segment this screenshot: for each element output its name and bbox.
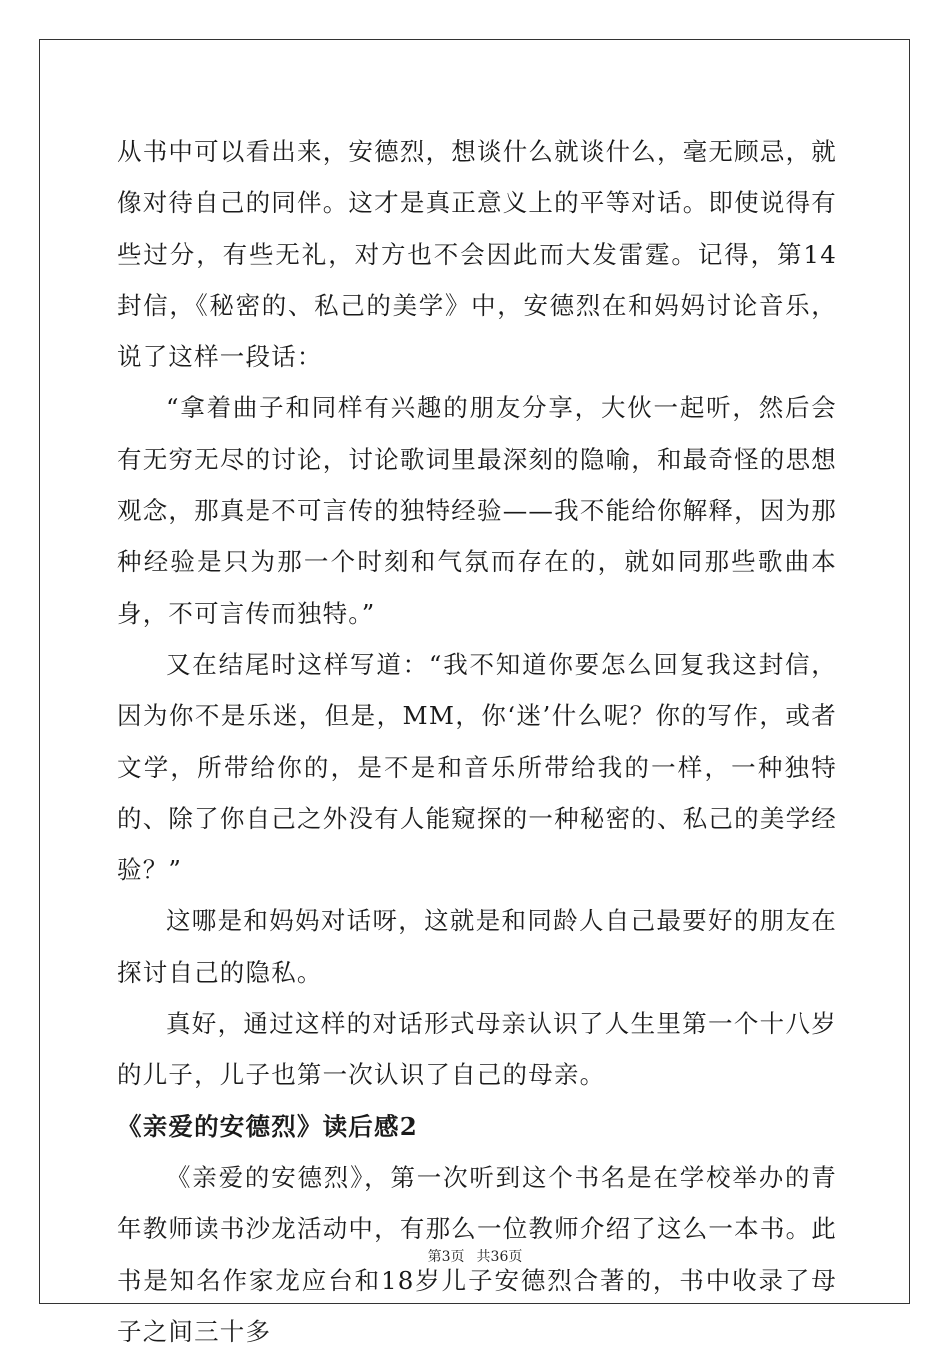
paragraph: 从书中可以看出来，安德烈，想谈什么就谈什么，毫无顾忌，就像对待自己的同伴。这才是真正意义上的平等对话。即使说得有些过分，有些无礼，对方也不会因此而大发雷霆。记得，第14封信，《秘密的、私己的美学》中，安德烈在和妈妈讨论音乐，说了这样一段话： — [117, 137, 837, 372]
paragraph: 又在结尾时这样写道：“我不知道你要怎么回复我这封信，因为你不是乐迷，但是，MM，你‘迷’什么呢？你的写作，或者文学，所带给你的，是不是和音乐所带给我的一样，一种独特的、除了你自己之外没有人能窥探的一种秘密的、私己的美学经验？” — [117, 649, 837, 885]
section-title: 《亲爱的安德烈》读后感2 — [117, 1111, 418, 1141]
page-number: 第3页 — [427, 1249, 465, 1265]
paragraph: 这哪是和妈妈对话呀，这就是和同龄人自己最要好的朋友在探讨自己的隐私。 — [117, 906, 837, 987]
quote-paragraph: “拿着曲子和同样有兴趣的朋友分享，大伙一起听，然后会有无穷无尽的讨论，讨论歌词里最深刻的隐喻，和最奇怪的思想观念，那真是不可言传的独特经验——我不能给你解释，因为那种经验是只为那一个时刻和气氛而存在的，就如同那些歌曲本身，不可言传而独特。” — [117, 393, 837, 628]
paragraph: 《亲爱的安德烈》，第一次听到这个书名是在学校举办的青年教师读书沙龙活动中，有那么一位教师介绍了这么一本书。此书是知名作家龙应台和18岁儿子安德烈合著的，书中收录了母子之间三十多 — [117, 1162, 837, 1346]
document-body — [117, 126, 837, 1357]
paragraph: 真好，通过这样的对话形式母亲认识了人生里第一个十八岁的儿子，儿子也第一次认识了自己的母亲。 — [117, 1009, 837, 1090]
page-footer — [0, 1246, 950, 1266]
page-total: 共36页 — [476, 1249, 523, 1265]
